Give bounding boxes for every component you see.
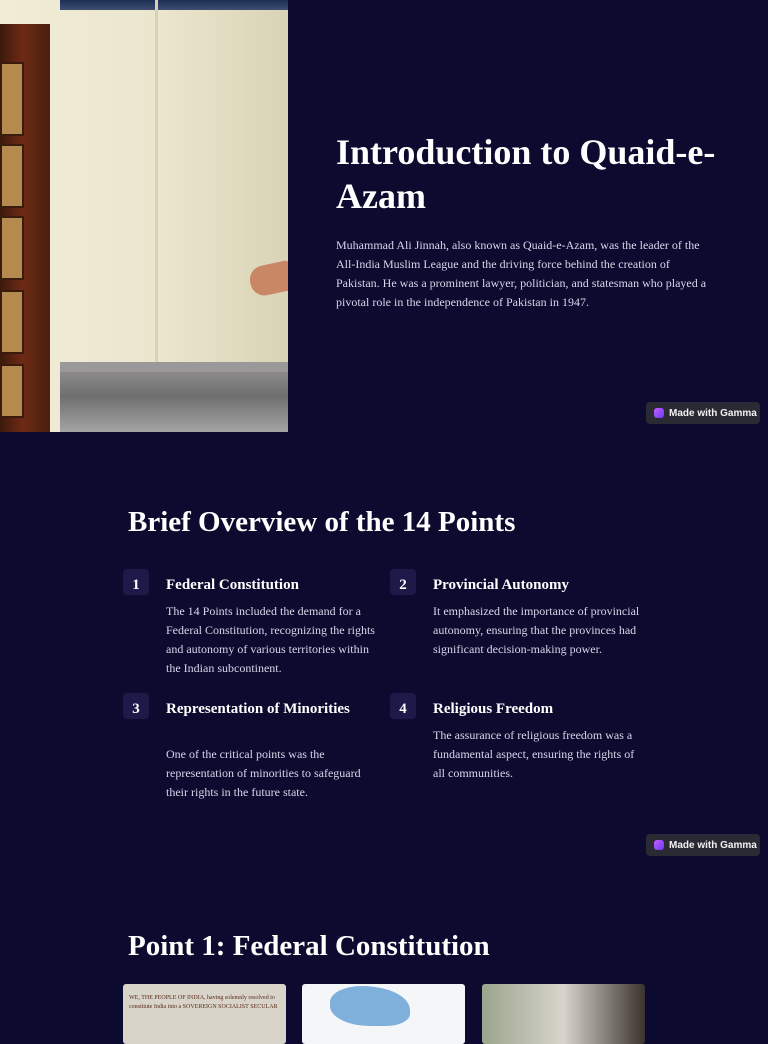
made-with-gamma-badge[interactable] <box>646 402 760 424</box>
slide-introduction <box>0 0 768 432</box>
slide-title: Point 1: Federal Constitution <box>128 930 490 962</box>
map-shape <box>330 986 410 1026</box>
slide-fourteen-points <box>0 432 768 864</box>
slide-title: Brief Overview of the 14 Points <box>128 506 516 538</box>
point-title: Provincial Autonomy <box>433 577 569 593</box>
point-title: Federal Constitution <box>166 577 299 593</box>
door-panel <box>0 364 24 418</box>
map-image <box>302 984 465 1044</box>
point-number: 1 <box>123 569 149 595</box>
slide-federal-constitution <box>0 864 768 1024</box>
portrait-image <box>482 984 645 1044</box>
preamble-text: WE, THE PEOPLE OF INDIA, having solemnly resolved to constitute India into a SOVEREIGN SOCIALIST SECULAR <box>129 995 278 1010</box>
ceiling-strip <box>60 0 288 10</box>
floor <box>60 372 288 432</box>
point-number: 3 <box>123 693 149 719</box>
gamma-logo-icon <box>654 840 664 850</box>
door-panel <box>0 62 24 136</box>
quaid-e-azam-photo <box>0 0 288 432</box>
slide-description: Muhammad Ali Jinnah, also known as Quaid-e-Azam, was the leader of the All-India Muslim League and the driving force behind the creation of Pakistan. He was a prominent lawyer, politician, and statesman who played a pivotal role in the independence of Pakistan in 1947. <box>336 238 707 309</box>
badge-label: Made with Gamma <box>669 407 757 419</box>
door-panel <box>0 216 24 280</box>
door-panel <box>0 144 24 208</box>
point-description: The 14 Points included the demand for a Federal Constitution, recognizing the rights and autonomy of various territories within the Indian subcontinent. <box>166 604 375 675</box>
point-description: The assurance of religious freedom was a fundamental aspect, ensuring the rights of all communities. <box>433 728 635 780</box>
badge-label: Made with Gamma <box>669 839 757 851</box>
point-description: It emphasized the importance of provincial autonomy, ensuring that the provinces had significant decision-making power. <box>433 604 640 656</box>
slide-title: Introduction to Quaid-e-Azam <box>336 132 716 216</box>
hand <box>247 260 288 298</box>
point-title: Religious Freedom <box>433 701 554 717</box>
constitution-preamble-image <box>123 984 286 1044</box>
door-panel <box>0 290 24 354</box>
point-title: Representation of Minorities <box>166 701 350 717</box>
point-description: One of the critical points was the representation of minorities to safeguard their rights in the future state. <box>166 747 361 799</box>
gamma-logo-icon <box>654 408 664 418</box>
point-number: 2 <box>390 569 416 595</box>
wooden-door <box>0 24 50 432</box>
made-with-gamma-badge[interactable] <box>646 834 760 856</box>
point-number: 4 <box>390 693 416 719</box>
